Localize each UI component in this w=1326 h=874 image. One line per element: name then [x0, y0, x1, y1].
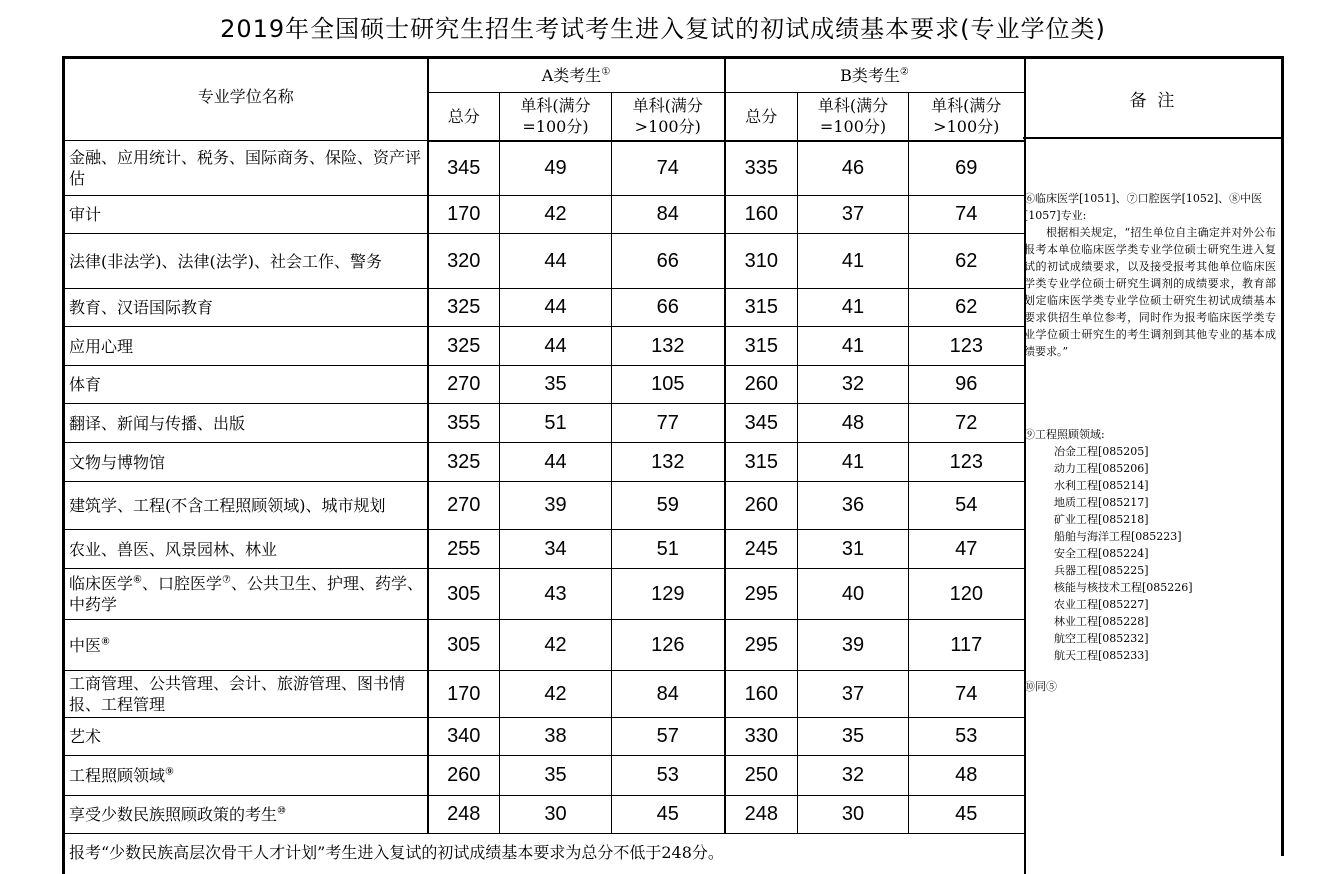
cell-b-s100: 48 [798, 404, 909, 443]
table-row [64, 443, 1025, 482]
cell-b-s100: 41 [798, 289, 909, 327]
table-row [64, 404, 1025, 443]
list-item: 核能与核技术工程[085226] [1054, 581, 1193, 594]
header-b-total [725, 93, 798, 141]
cell-b-total: 160 [725, 196, 798, 234]
cell-a-s100: 44 [500, 327, 612, 366]
list-item: 兵器工程[085225] [1054, 564, 1149, 577]
cell-b-sg100: 48 [909, 756, 1025, 796]
same-note: ⑩同⑤ [1024, 680, 1057, 693]
cell-a-s100: 49 [500, 141, 612, 196]
table-row [64, 620, 1025, 671]
footnote-row [64, 834, 1025, 874]
table-row [64, 530, 1025, 569]
row-name [64, 530, 428, 569]
row-name-text: 体育 [69, 375, 102, 394]
cell-a-total: 325 [428, 327, 500, 366]
row-name-text: 法律(非法学)、法律(法学)、社会工作、警务 [69, 251, 382, 271]
cell-a-s100: 42 [500, 671, 612, 718]
table-row [64, 327, 1025, 366]
table-row [64, 141, 1025, 196]
a-sg100-l1: 单科(满分 [632, 96, 703, 116]
cell-b-sg100: 54 [909, 482, 1025, 530]
row-name-text: 、公共卫生、护理、药学、中药学 [69, 574, 423, 614]
b-sg100-l2: >100分) [933, 117, 1000, 137]
header-b-single-gt100 [909, 93, 1025, 141]
footnote-mark: ⑦ [222, 574, 231, 586]
cell-a-total: 355 [428, 404, 500, 443]
row-name-text: 翻译、新闻与传播、出版 [69, 413, 246, 433]
group-a-mark: ① [601, 66, 611, 78]
table-row [64, 482, 1025, 530]
header-a-single-eq100 [500, 93, 612, 141]
row-name [64, 327, 428, 366]
cell-a-sg100: 66 [612, 234, 725, 289]
score-table [62, 56, 1026, 874]
cell-a-total: 305 [428, 620, 500, 671]
table-row [64, 796, 1025, 834]
cell-a-total: 320 [428, 234, 500, 289]
cell-b-sg100: 96 [909, 366, 1025, 404]
eng-remark-head: ⑨工程照顾领域: [1024, 428, 1105, 441]
cell-a-sg100: 51 [612, 530, 725, 569]
cell-b-total: 345 [725, 404, 798, 443]
footnote-mark: ⑧ [101, 636, 110, 648]
cell-a-total: 325 [428, 289, 500, 327]
row-name-text: 临床医学 [69, 574, 134, 593]
row-name-text: 享受少数民族照顾政策的考生 [69, 805, 278, 824]
cell-b-total: 310 [725, 234, 798, 289]
b-s100-l2: =100分) [819, 117, 887, 137]
list-item: 航空工程[085232] [1054, 632, 1149, 645]
row-name [64, 366, 428, 404]
a-s100-l1: 单科(满分 [520, 96, 591, 116]
cell-b-sg100: 74 [909, 671, 1025, 718]
row-name-text: 农业、兽医、风景园林、林业 [69, 539, 278, 559]
cell-b-s100: 46 [798, 141, 909, 196]
list-item: 船舶与海洋工程[085223] [1054, 530, 1182, 543]
cell-a-s100: 51 [500, 404, 612, 443]
cell-b-s100: 30 [798, 796, 909, 834]
cell-b-s100: 35 [798, 718, 909, 756]
header-group-b [725, 58, 1025, 93]
cell-a-s100: 44 [500, 443, 612, 482]
list-item: 安全工程[085224] [1054, 547, 1149, 560]
cell-a-total: 170 [428, 671, 500, 718]
footnote [64, 834, 1025, 874]
cell-a-total: 305 [428, 569, 500, 620]
cell-a-s100: 38 [500, 718, 612, 756]
cell-b-total: 260 [725, 366, 798, 404]
table-row [64, 196, 1025, 234]
cell-b-sg100: 74 [909, 196, 1025, 234]
cell-b-total: 315 [725, 443, 798, 482]
row-name-text: 金融、应用统计、税务、国际商务、保险、资产评估 [69, 148, 422, 188]
cell-b-sg100: 45 [909, 796, 1025, 834]
cell-a-sg100: 74 [612, 141, 725, 196]
header-b-single-eq100 [798, 93, 909, 141]
list-item: 地质工程[085217] [1054, 496, 1149, 509]
row-name [64, 756, 428, 796]
cell-b-total: 245 [725, 530, 798, 569]
cell-a-s100: 35 [500, 366, 612, 404]
cell-a-sg100: 132 [612, 327, 725, 366]
footnote-mark: ⑩ [277, 805, 286, 817]
cell-a-sg100: 57 [612, 718, 725, 756]
table-row [64, 756, 1025, 796]
footnote-mark: ⑨ [165, 766, 174, 778]
cell-a-s100: 43 [500, 569, 612, 620]
list-item: 水利工程[085214] [1054, 479, 1149, 492]
cell-b-s100: 39 [798, 620, 909, 671]
cell-b-s100: 37 [798, 196, 909, 234]
row-name-text: 艺术 [69, 727, 102, 746]
cell-a-s100: 44 [500, 289, 612, 327]
cell-b-total: 260 [725, 482, 798, 530]
cell-a-sg100: 84 [612, 671, 725, 718]
row-name-text: 工程照顾领域 [69, 766, 166, 785]
cell-b-total: 330 [725, 718, 798, 756]
row-name [64, 671, 428, 718]
cell-a-sg100: 129 [612, 569, 725, 620]
cell-a-sg100: 59 [612, 482, 725, 530]
cell-a-s100: 39 [500, 482, 612, 530]
row-name-text: 文物与博物馆 [69, 452, 166, 472]
cell-b-sg100: 72 [909, 404, 1025, 443]
cell-b-sg100: 53 [909, 718, 1025, 756]
list-item: 林业工程[085228] [1054, 615, 1149, 628]
row-name [64, 141, 428, 196]
cell-a-s100: 42 [500, 620, 612, 671]
cell-b-s100: 37 [798, 671, 909, 718]
cell-b-total: 315 [725, 289, 798, 327]
header-name-label: 专业学位名称 [197, 87, 294, 106]
cell-b-s100: 31 [798, 530, 909, 569]
table-row [64, 569, 1025, 620]
cell-b-s100: 41 [798, 443, 909, 482]
list-item: 农业工程[085227] [1054, 598, 1149, 611]
cell-a-total: 270 [428, 366, 500, 404]
row-name [64, 404, 428, 443]
cell-b-sg100: 62 [909, 234, 1025, 289]
row-name-text: 建筑学、工程(不含工程照顾领域)、城市规划 [69, 496, 386, 515]
cell-a-total: 255 [428, 530, 500, 569]
cell-a-sg100: 132 [612, 443, 725, 482]
cell-a-total: 248 [428, 796, 500, 834]
group-b-label: B类考生 [840, 66, 900, 85]
cell-a-s100: 35 [500, 756, 612, 796]
cell-a-sg100: 53 [612, 756, 725, 796]
cell-a-total: 340 [428, 718, 500, 756]
cell-b-sg100: 117 [909, 620, 1025, 671]
row-name [64, 718, 428, 756]
row-name [64, 234, 428, 289]
header-a-total [428, 93, 500, 141]
table-row [64, 234, 1025, 289]
cell-a-s100: 44 [500, 234, 612, 289]
group-a-label: A类考生 [541, 66, 602, 85]
row-name-text: 教育、汉语国际教育 [69, 298, 214, 317]
b-s100-l1: 单科(满分 [817, 96, 889, 116]
table-row [64, 289, 1025, 327]
cell-a-sg100: 66 [612, 289, 725, 327]
cell-b-s100: 40 [798, 569, 909, 620]
b-total-label: 总分 [745, 106, 778, 126]
header-a-single-gt100 [612, 93, 725, 141]
cell-b-sg100: 120 [909, 569, 1025, 620]
cell-b-total: 295 [725, 620, 798, 671]
remark-header-label: 备 注 [1129, 90, 1175, 111]
cell-b-sg100: 47 [909, 530, 1025, 569]
cell-b-s100: 36 [798, 482, 909, 530]
cell-b-s100: 41 [798, 327, 909, 366]
row-name [64, 443, 428, 482]
table-row [64, 366, 1025, 404]
row-name [64, 196, 428, 234]
row-name-text: 中医 [69, 635, 102, 655]
row-name-text: 应用心理 [69, 336, 134, 356]
cell-a-s100: 42 [500, 196, 612, 234]
remark-header [1023, 59, 1281, 139]
b-sg100-l1: 单科(满分 [931, 96, 1002, 116]
cell-a-total: 345 [428, 141, 500, 196]
cell-b-sg100: 62 [909, 289, 1025, 327]
footnote-text: 报考“少数民族高层次骨干人才计划”考生进入复试的初试成绩基本要求为总分不低于248分。 [69, 843, 724, 862]
cell-a-total: 260 [428, 756, 500, 796]
cell-a-total: 170 [428, 196, 500, 234]
cell-a-sg100: 77 [612, 404, 725, 443]
row-name-text: 审计 [69, 205, 102, 224]
cell-a-sg100: 126 [612, 620, 725, 671]
cell-b-total: 160 [725, 671, 798, 718]
medical-remark-body: 根据相关规定，“招生单位自主确定并对外公布报考本单位临床医学类专业学位硕士研究生进入复试的初试成绩要求，以及接受报考其他单位临床医学类专业学位硕士研究生调剂的成绩要求，教育部划定临床医学类专业学位硕士研究生初试成绩基本要求供招生单位参考，同时作为报考临床医学类专业学位硕士研究生的考生调剂到其他专业的基本成绩要求。” [1024, 226, 1276, 358]
cell-a-total: 270 [428, 482, 500, 530]
row-name [64, 482, 428, 530]
header-name [64, 58, 428, 141]
row-name [64, 620, 428, 671]
header-group-a [428, 58, 725, 93]
list-item: 航天工程[085233] [1054, 649, 1149, 662]
table-row [64, 671, 1025, 718]
row-name [64, 569, 428, 620]
cell-b-sg100: 69 [909, 141, 1025, 196]
list-item: 动力工程[085206] [1054, 462, 1149, 475]
cell-a-sg100: 105 [612, 366, 725, 404]
row-name [64, 289, 428, 327]
cell-b-total: 250 [725, 756, 798, 796]
cell-b-s100: 32 [798, 756, 909, 796]
list-item: 冶金工程[085205] [1054, 445, 1149, 458]
cell-b-s100: 41 [798, 234, 909, 289]
cell-b-total: 335 [725, 141, 798, 196]
a-total-label: 总分 [447, 106, 480, 126]
cell-b-total: 295 [725, 569, 798, 620]
list-item: 矿业工程[085218] [1054, 513, 1149, 526]
table-row [64, 718, 1025, 756]
eng-field-list [1054, 443, 1193, 664]
cell-a-sg100: 84 [612, 196, 725, 234]
cell-a-total: 325 [428, 443, 500, 482]
row-name-text: 、口腔医学 [141, 574, 222, 593]
cell-b-s100: 32 [798, 366, 909, 404]
cell-b-sg100: 123 [909, 327, 1025, 366]
a-s100-l2: =100分) [522, 117, 589, 137]
a-sg100-l2: >100分) [634, 117, 701, 137]
page-title: 2019年全国硕士研究生招生考试考生进入复试的初试成绩基本要求(专业学位类) [220, 15, 1106, 43]
row-name [64, 796, 428, 834]
group-b-mark: ② [899, 66, 909, 78]
cell-b-total: 248 [725, 796, 798, 834]
cell-a-s100: 34 [500, 530, 612, 569]
footnote-mark: ⑥ [133, 574, 142, 586]
cell-b-total: 315 [725, 327, 798, 366]
medical-remark-head: ⑥临床医学[1051]、⑦口腔医学[1052]、⑧中医[1057]专业: [1024, 192, 1263, 222]
row-name-text: 工商管理、公共管理、会计、旅游管理、图书情报、工程管理 [69, 674, 406, 714]
cell-a-sg100: 45 [612, 796, 725, 834]
cell-b-sg100: 123 [909, 443, 1025, 482]
cell-a-s100: 30 [500, 796, 612, 834]
